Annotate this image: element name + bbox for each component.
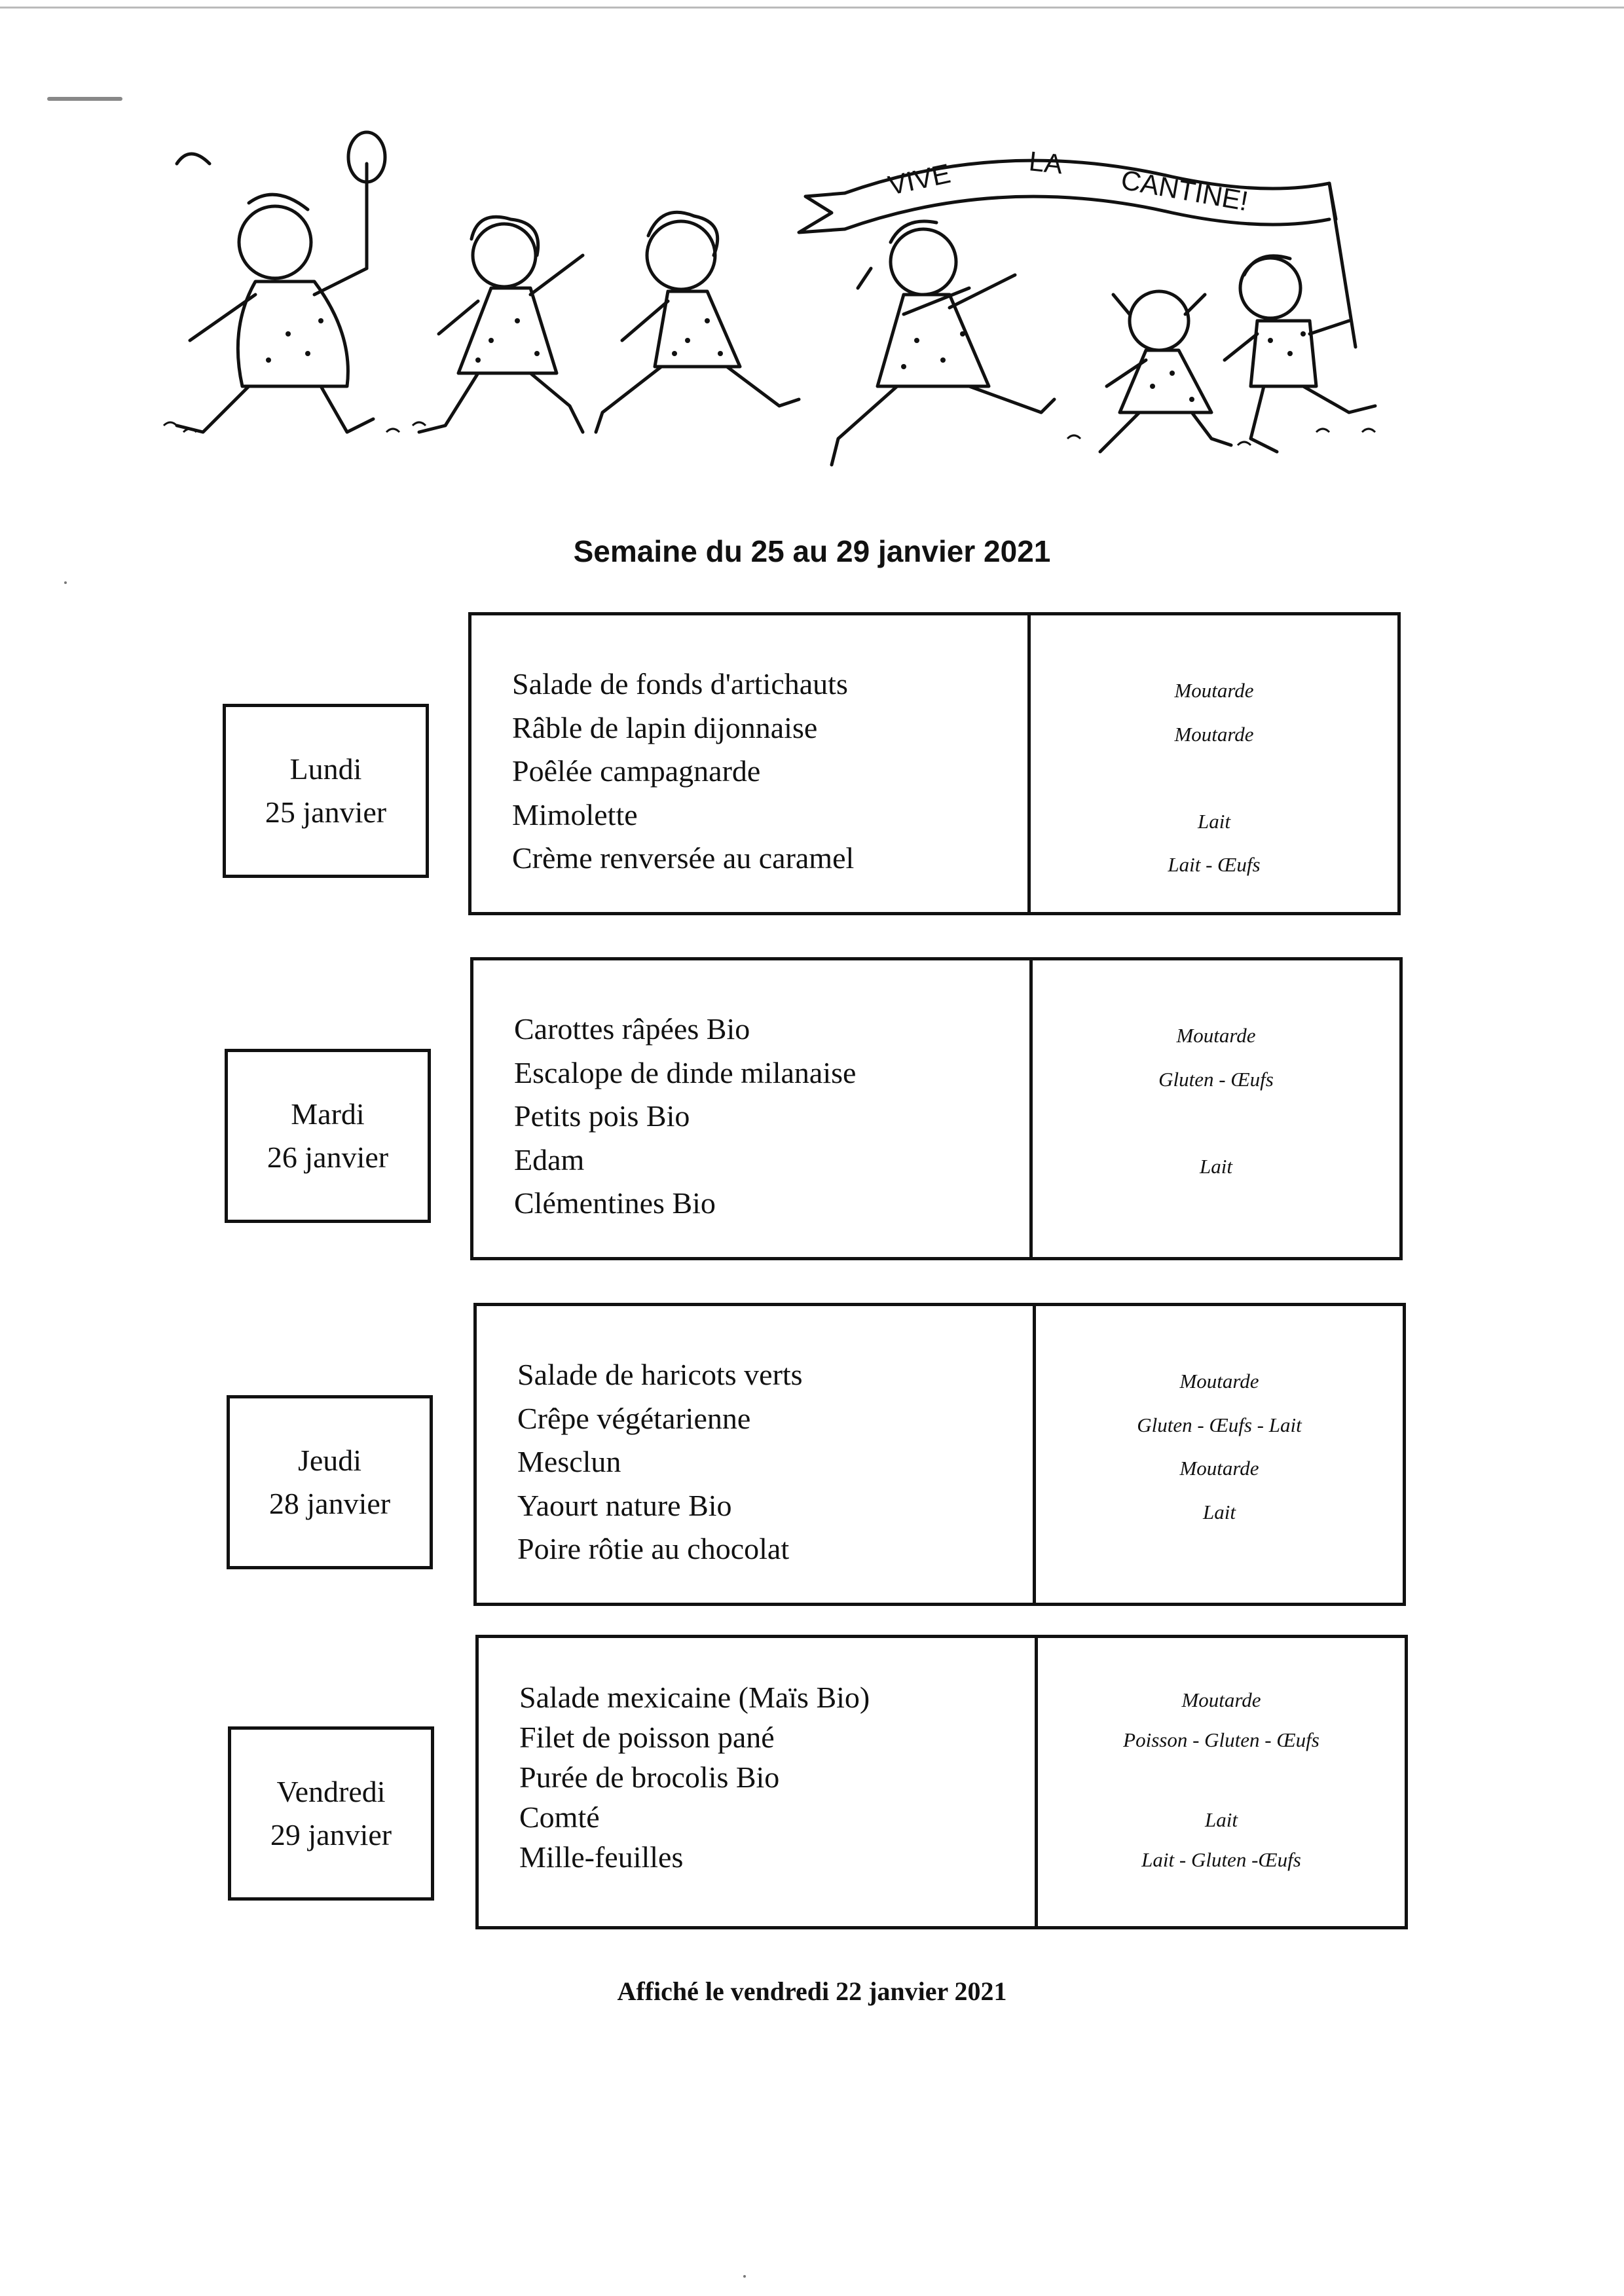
allergen: Poisson - Gluten - Œufs xyxy=(1123,1728,1320,1751)
day-name: Mardi xyxy=(291,1097,365,1131)
posted-date-note: Affiché le vendredi 22 janvier 2021 xyxy=(617,1977,1007,2006)
dishes-column xyxy=(473,960,1033,1257)
dish: Mesclun xyxy=(517,1445,621,1478)
dish: Râble de lapin dijonnaise xyxy=(512,710,818,744)
day-date: 26 janvier xyxy=(267,1140,389,1174)
svg-text:CANTINE!: CANTINE! xyxy=(1118,164,1251,217)
banner-text-vive: VIVE xyxy=(885,157,953,201)
dish: Mille-feuilles xyxy=(519,1840,684,1874)
scan-speck xyxy=(743,2275,746,2278)
allergen: Lait - Œufs xyxy=(1168,853,1261,876)
svg-text:LA: LA xyxy=(1027,145,1065,180)
dish: Purée de brocolis Bio xyxy=(519,1760,780,1794)
allergen: Moutarde xyxy=(1176,1024,1256,1047)
day-box-vendredi xyxy=(228,1726,434,1901)
dish: Escalope de dinde milanaise xyxy=(514,1055,857,1089)
allergens-column xyxy=(1036,1306,1403,1603)
week-title: Semaine du 25 au 29 janvier 2021 xyxy=(573,534,1051,568)
day-date: 28 janvier xyxy=(268,1487,391,1520)
dish: Edam xyxy=(514,1142,585,1176)
dish: Salade de haricots verts xyxy=(517,1358,803,1391)
allergen: Lait - Gluten -Œufs xyxy=(1141,1848,1301,1871)
day-box-mardi xyxy=(225,1049,431,1223)
allergen xyxy=(1036,1534,1403,1578)
allergen: Moutarde xyxy=(1179,1457,1259,1480)
dish: Crêpe végétarienne xyxy=(517,1401,751,1435)
allergen: Gluten - Œufs xyxy=(1158,1067,1274,1091)
allergen: Moutarde xyxy=(1179,1370,1259,1393)
dish: Poire rôtie au chocolat xyxy=(517,1532,790,1565)
dish: Salade mexicaine (Maïs Bio) xyxy=(519,1681,870,1714)
day-name: Vendredi xyxy=(276,1775,386,1808)
day-name: Lundi xyxy=(289,752,362,786)
scan-smudge xyxy=(47,97,122,101)
allergen: Lait xyxy=(1205,1808,1238,1831)
dish: Comté xyxy=(519,1800,600,1834)
day-name: Jeudi xyxy=(297,1444,362,1477)
day-box-jeudi xyxy=(227,1395,433,1569)
allergen xyxy=(1033,1101,1399,1145)
dish: Mimolette xyxy=(512,797,638,831)
allergen: Lait xyxy=(1203,1500,1236,1523)
menu-box-mardi xyxy=(470,957,1403,1260)
dish: Filet de poisson pané xyxy=(519,1721,775,1754)
scan-edge-line xyxy=(0,7,1624,9)
dish: Clémentines Bio xyxy=(514,1186,716,1220)
allergens-column xyxy=(1038,1638,1405,1926)
dish: Crème renversée au caramel xyxy=(512,841,855,875)
dish: Salade de fonds d'artichauts xyxy=(512,667,848,701)
allergen xyxy=(1033,1188,1399,1232)
allergen: Gluten - Œufs - Lait xyxy=(1137,1413,1302,1436)
allergen xyxy=(1038,1760,1405,1800)
allergen: Lait xyxy=(1200,1154,1232,1178)
allergen: Lait xyxy=(1198,809,1230,833)
allergens-column xyxy=(1033,960,1399,1257)
dish: Yaourt nature Bio xyxy=(517,1488,732,1522)
vive-la-cantine-illustration xyxy=(151,124,1434,491)
dishes-column xyxy=(479,1638,1038,1926)
allergens-column xyxy=(1031,615,1397,912)
dish: Poêlée campagnarde xyxy=(512,754,761,788)
allergen: Moutarde xyxy=(1181,1688,1261,1711)
allergen: Moutarde xyxy=(1174,679,1254,702)
menu-box-jeudi xyxy=(473,1303,1406,1606)
menu-box-vendredi xyxy=(475,1635,1408,1929)
day-date: 25 janvier xyxy=(265,795,387,829)
allergen: Moutarde xyxy=(1174,722,1254,746)
dishes-column xyxy=(471,615,1031,912)
day-box-lundi xyxy=(223,704,429,878)
dish: Carottes râpées Bio xyxy=(514,1012,750,1046)
scan-speck xyxy=(64,581,67,584)
menu-box-lundi xyxy=(468,612,1401,915)
allergen xyxy=(1031,756,1397,800)
dish: Petits pois Bio xyxy=(514,1099,690,1133)
day-date: 29 janvier xyxy=(270,1818,392,1851)
dishes-column xyxy=(477,1306,1036,1603)
